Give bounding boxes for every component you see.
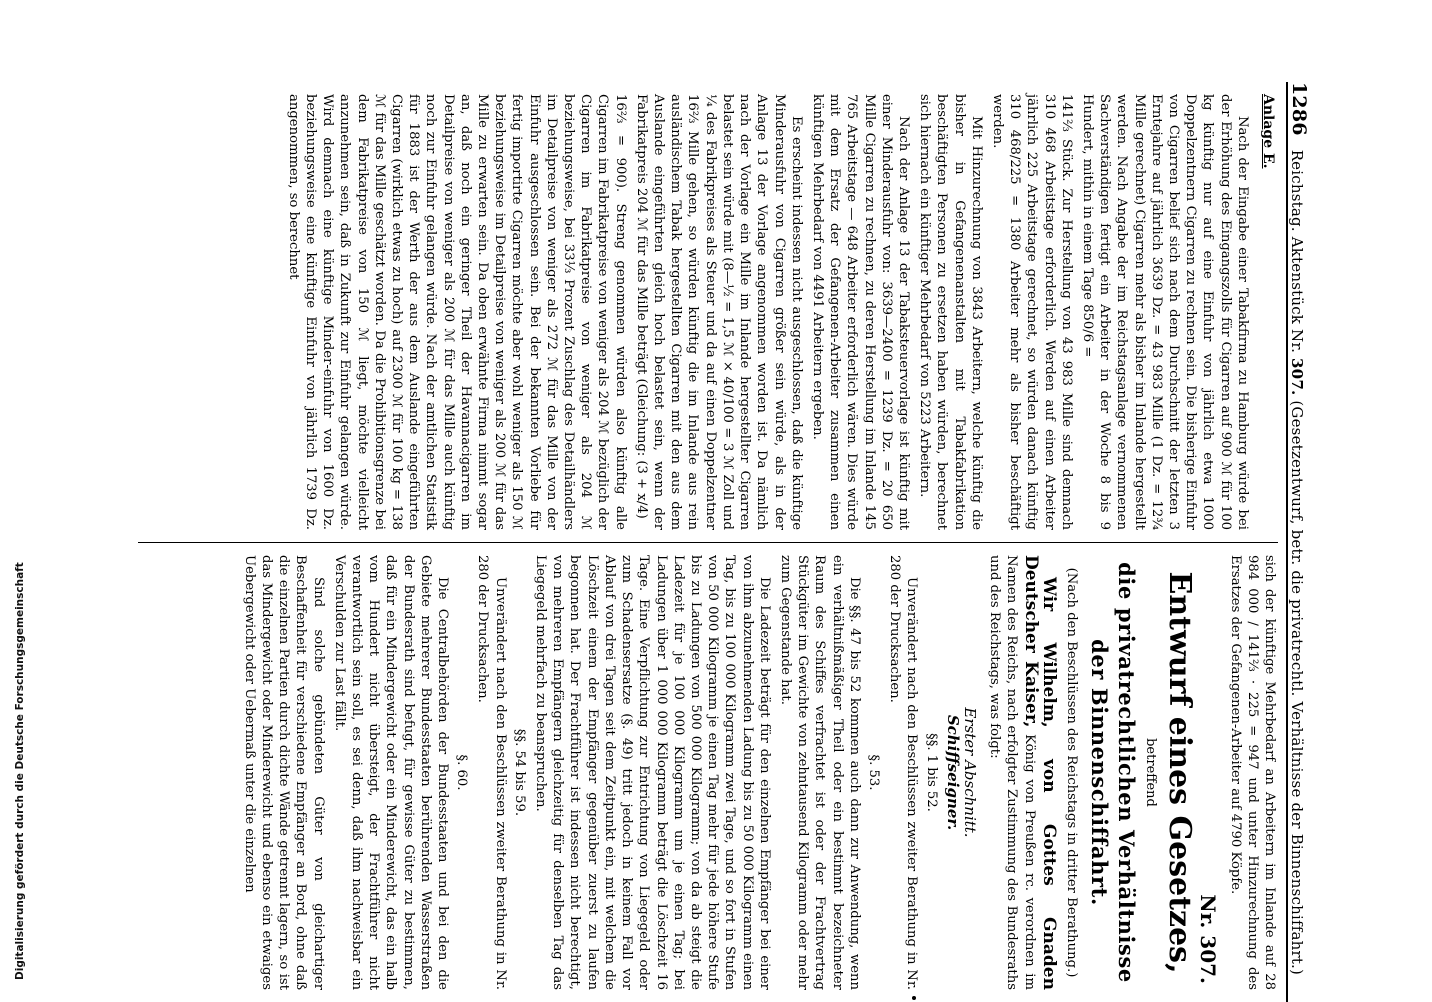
digitization-credit: Digitalisierung gefördert durch die Deutsche Forschungsgemeinschaft — [14, 562, 26, 980]
running-subtitle: (Gesetzentwurf, betr. die privatrechtl. Verhältnisse der Binnenschiffahrt.) — [1288, 400, 1306, 976]
paragraph: Nach der Anlage 13 der Tabaksteuervorlage ist künftig mit einer Minderausfuhr von: 3639—2400 = 1239 Dz. = 20 650 Mille Cigarren zu rechnen, zu deren Herstellung im Inlande 145 765 Arbeitstage — 648 Arbeiter erforderlich wären. Dies würde mit dem Ersatz der Gefangenen-Arbeiter zusammen einen künftigen Mehrbedarf von 4491 Arbeitern ergeben. — [809, 94, 911, 530]
enacting-name: Wir Wilhelm, von Gottes Gnaden Deutscher Kaiser, — [1020, 555, 1059, 990]
paragraph-number: §. 53. — [865, 754, 881, 791]
paragraph: Die Ladezeit beträgt für den einzelnen Empfänger bei einer von ihm abzunehmenden Ladung bis zu 50 000 Kilogramm einen Tag, bis zu 100 000 Kilogramm zwei Tage, und so fort in Stufen von 50 000 Kilogramm je einen Tag mehr für jede höhere Stufe bis zu Ladungen von 500 000 Kilogramm; von da ab steigt die Ladezeit für je 100 000 Kilogramm um je einen Tag; bei Ladungen über 1 000 000 Kilogramm beträgt die Löschzeit 16 Tage. Eine Verpflichtung zur Entrichtung von Liegegeld oder zum Schadensersatze (§. 49) tritt jedoch in keinem Fall vor Ablauf von drei Tagen seit dem Zeitpunkt ein, mit welchem die Löschzeit einem der Empfänger gegenüber zuerst zu laufen begonnen hat. Der Frachtführer ist indessen nicht berechtigt, von mehreren Empfängern gleichzeitig für denselben Tag das Liegegeld mehrfach zu beanspruchen. — [533, 555, 772, 990]
scan-speck — [912, 996, 916, 1000]
running-header — [1286, 82, 1322, 1002]
paragraph: Es erscheint indessen nicht ausgeschlossen, daß die künftige Minderausfuhr von Cigarren größer sein würde, als in der Anlage 13 der Vorlage angenommen worden ist. Da nämlich nach der Vorlage ein Mille im Inlande hergestellter Cigarren belastet sein würde mit (8—½ = 1,5 ℳ × 40/100 = 3 ℳ Zoll und ¼ des Fabrikpreises als Steuer und da auf einen Doppelzentner 16⅔ Mille gehen, so würden künftig die im Inlande aus rein ausländischem Tabak hergestellten Cigarren mit den aus dem Auslande eingeführten gleich hoch belastet sein, wenn der Fabrikatpreis 204 ℳ für das Mille beträgt (Gleichung: (3 + x/4) — [633, 94, 804, 530]
right-column — [138, 542, 1278, 1002]
paragraph: Die §§. 47 bis 52 kommen auch dann zur Anwendung, wenn ein verhältnißmäßiger Theil oder ein bestimmt bezeichneter Raum des Schiffes verfrachtet ist oder der Frachtvertrag Stückgüter im Gewichte von zehntausend Kilogramm oder mehr zum Gegenstande hat. — [777, 555, 862, 990]
paragraph-number: §§. 1 bis 52. — [923, 733, 939, 812]
enacting-clause — [986, 555, 1057, 990]
paragraph: Unverändert nach den Beschlüssen zweiter Berathung in Nr. 280 der Drucksachen. — [475, 555, 508, 990]
paragraph: 141⅔ Stück. Zur Herstellung von 43 983 Mille sind demnach 310 468 Arbeitstage erforderlich. Werden auf einen Arbeiter jährlich 225 Arbeitstage gerechnet, so würden danach künftig 310 468/225 = 1380 Arbeiter mehr als bisher beschäftigt werden. — [989, 94, 1074, 530]
running-title-text: Reichstag. Aktenstück Nr. — [1288, 149, 1306, 354]
page-number: 1286 — [1288, 82, 1310, 136]
doc-number: 307. — [1288, 358, 1306, 396]
betreffend-label: betreffend — [1143, 738, 1159, 807]
paragraph: Mit Hinzurechnung von 3843 Arbeitern, welche künftig die bisher in Gefangenenanstalten mit Tabakfabrikation beschäftigten Personen zu ersetzen haben würden, berechnet sich hiernach ein künftiger Mehrbedarf von 5223 Arbeitern. — [917, 94, 984, 530]
paragraph-number: §§. 54 bis 59. — [511, 728, 527, 817]
section-title: Erster Abschnitt. — [960, 707, 979, 838]
digitization-credit-bar — [0, 0, 28, 1000]
paragraph-number: §. 60. — [454, 754, 470, 791]
resolution-note: (Nach den Beschlüssen des Reichstags in dritter Berathung.) — [1063, 567, 1079, 978]
two-column-body — [138, 82, 1278, 1002]
document-sheet — [122, 82, 1322, 1002]
left-column — [138, 82, 1278, 542]
enacting-rest: König von Preußen rc. verordnen im Namen des Reichs, nach erfolgter Zustimmung des Bundesraths und des Reichstags, was folgt: — [987, 555, 1037, 990]
section-subtitle: Schiffseigner. — [943, 714, 962, 831]
bill-title: Entwurf eines Gesetzes, — [1162, 571, 1198, 974]
document-number: Nr. 307. — [1196, 894, 1221, 984]
bill-subtitle: die privatrechtlichen Verhältnisse der Binnenschiffahrt. — [1086, 562, 1139, 983]
paragraph: Sind solche gebündeten Güter von gleichartiger Beschaffenheit für verschiedene Empfänger an Bord, ohne daß die einzelnen Partien durch dichte Wände getrennt lagern, so ist das Mindergewicht oder Minderewicht und ebenso ein etwaiges Uebergewicht oder Uebermaß unter die einzelnen — [241, 555, 326, 990]
running-title — [1288, 150, 1306, 975]
paragraph: 16⅔ = 900). Streng genommen würden also künftig alle Cigarren im Fabrikatpreise von weniger als 204 ℳ bezüglich der Cigarren im Fabrikatpreise von weniger als 204 ℳ beziehungsweise, bei 33⅓ Prozent Zuschlag des Detailhändlers im Detailpreise von weniger als 272 ℳ für das Mille von der Einfuhr ausgeschlossen sein. Bei der bekannten Vorliebe für fertig importirte Cigarren möchte aber wohl weniger als 150 ℳ beziehungsweise im Detailpreise von weniger als 200 ℳ für das Mille zu erwarten sein. Da oben erwähnte Firma nimmt sogar an, daß noch ein geringer Theil der Havannacigarren im Detailpreise von weniger als 200 ℳ für das Mille auch künftig noch zur Einfuhr gelangen würde. Nach der amtlichen Statistik für 1883 ist der Werth der aus dem Auslande eingeführten Cigarren (wirklich etwas zu hoch) auf 2300 ℳ für 100 kg = 138 ℳ für das Mille geschätzt worden. Da die Prohibitionsgrenze bei dem Fabrikatpreise von 150 ℳ liegt, möchte vielleicht anzunehmen sein, daß in Zukunft zur Einfuhr gelangen würde. Wird demnach eine künftige Minder-einfuhr von 1600 Dz. beziehungsweise eine künftige Einfuhr von jährlich 1739 Dz. angenommen, so berechnet — [285, 94, 628, 530]
continuation-paragraph: sich der künftige Mehrbedarf an Arbeitern im Inlande auf 28 984 000 / 141⅔ · 225 = 947 und unter Hinzurechnung des Ersatzes der Gefangenen-Arbeiter auf 4790 Köpfe. — [1227, 555, 1277, 990]
paragraph: Die Centralbehörden der Bundesstaaten und bei den die Gebiete mehrerer Bundesstaaten berührenden Wasserstraßen der Bundesrath sind befugt, für gewisse Güter zu bestimmen, daß für ein Mindergewicht oder ein Minderewicht, das ein halb vom Hundert nicht übersteigt, der Frachtführer nicht verantwortlich sein soll, es sei denn, daß ihm nachweisbar ein Verschulden zur Last fällt. — [331, 555, 451, 990]
paragraph: Nach der Eingabe einer Tabakfirma zu Hamburg würde bei der Erhöhung des Eingangszolls für Cigarren auf 900 ℳ für 100 kg künftig nur auf eine Einfuhr von jährlich etwa 1000 Doppelzentnern Cigarren zu rechnen sein. Die bisherige Einfuhr von Cigarren belief sich nach dem Durchschnitt der letzten 3 Erntejahre auf jährlich 3639 Dz. = 43 983 Mille (1 Dz. = 12¾ Mille gerechnet) Cigarren mehr als bisher im Inlande hergestellt werden. Nach Angabe der im Reichstagsanlage vernommenen Sachverständigen fertigt ein Arbeiter in der Woche 8 bis 9 Hundert, mithin in einem Tage 850/6 = — [1079, 94, 1250, 530]
paragraph: Unverändert nach den Beschlüssen zweiter Berathung in Nr. 280 der Drucksachen. — [887, 555, 920, 990]
anlage-heading: Anlage E. — [1260, 94, 1276, 169]
rotated-page — [62, 82, 1322, 1002]
